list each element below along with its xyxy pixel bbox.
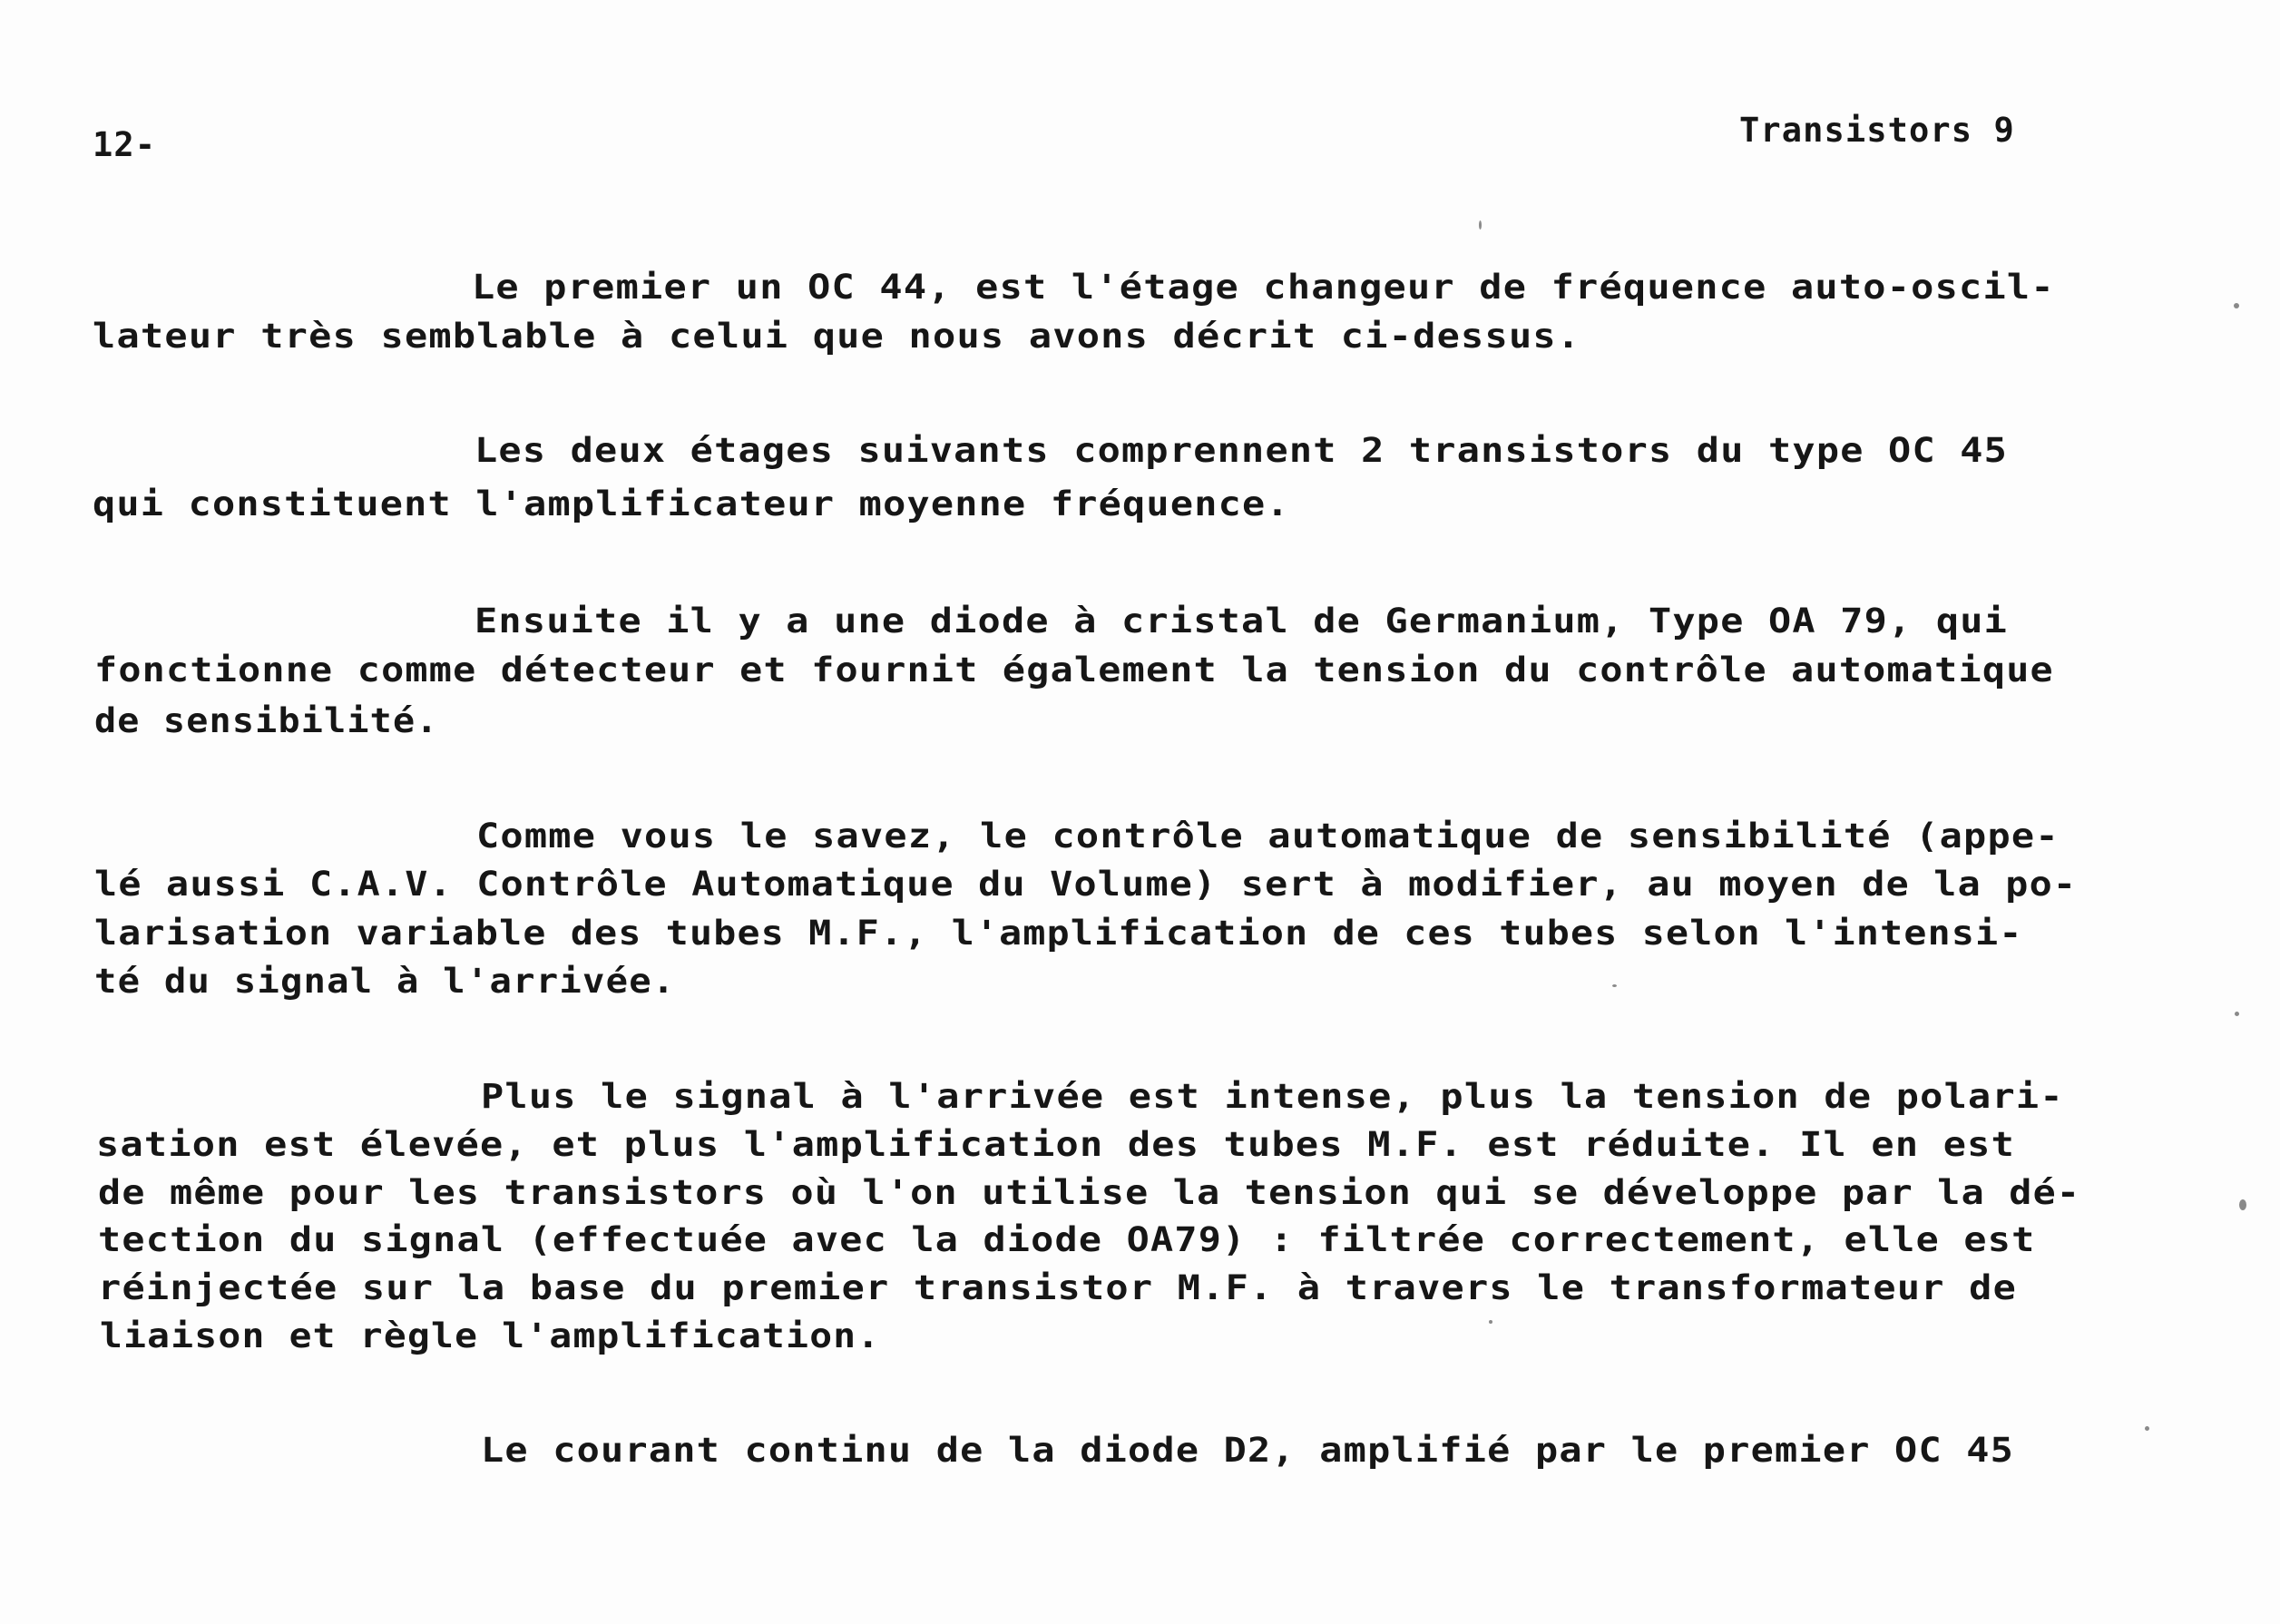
paragraph-4-line-1: Comme vous le savez, le contrôle automatique de sensibilité (appe- bbox=[476, 817, 2060, 856]
paragraph-4-line-4: té du signal à l'arrivée. bbox=[94, 962, 676, 1001]
speck bbox=[2235, 1012, 2239, 1016]
speck bbox=[1612, 984, 1617, 987]
paragraph-4-line-3: larisation variable des tubes M.F., l'amplification de ces tubes selon l'intensi- bbox=[94, 914, 2023, 953]
paragraph-1-line-2: lateur très semblable à celui que nous avons décrit ci-dessus. bbox=[93, 317, 1581, 356]
paragraph-4-line-2: lé aussi C.A.V. Contrôle Automatique du Volume) sert à modifier, au moyen de la po- bbox=[94, 865, 2078, 904]
paragraph-5-line-4: tection du signal (effectuée avec la diode OA79) : filtrée correctement, elle est bbox=[98, 1220, 2036, 1259]
running-header: Transistors 9 bbox=[1739, 111, 2015, 150]
paragraph-2-line-2: qui constituent l'amplificateur moyenne fréquence. bbox=[93, 484, 1290, 523]
paragraph-5-line-3: de même pour les transistors où l'on utilise la tension qui se développe par la dé- bbox=[98, 1173, 2081, 1212]
speck bbox=[2239, 1199, 2246, 1210]
paragraph-1-line-1: Le premier un OC 44, est l'étage changeur de fréquence auto-oscil- bbox=[472, 268, 2055, 307]
speck bbox=[2145, 1426, 2149, 1431]
paragraph-6-line-1: Le courant continu de la diode D2, amplifié par le premier OC 45 bbox=[481, 1431, 2015, 1470]
paragraph-3-line-1: Ensuite il y a une diode à cristal de Germanium, Type OA 79, qui bbox=[475, 602, 2009, 641]
speck bbox=[1489, 1320, 1492, 1324]
speck bbox=[1479, 220, 1482, 230]
paragraph-5-line-6: liaison et règle l'amplification. bbox=[100, 1316, 881, 1355]
paragraph-3-line-2: fonctionne comme détecteur et fournit également la tension du contrôle automatique bbox=[94, 651, 2054, 690]
page-number: 12- bbox=[93, 125, 157, 164]
paragraph-2-line-1: Les deux étages suivants comprennent 2 transistors du type OC 45 bbox=[475, 431, 2009, 470]
paragraph-5-line-2: sation est élevée, et plus l'amplification des tubes M.F. est réduite. Il en est bbox=[96, 1125, 2016, 1164]
speck bbox=[2234, 303, 2239, 308]
paragraph-5-line-5: réinjectée sur la base du premier transistor M.F. à travers le transformateur de bbox=[98, 1268, 2018, 1307]
paragraph-5-line-1: Plus le signal à l'arrivée est intense, plus la tension de polari- bbox=[481, 1077, 2064, 1116]
paragraph-3-line-3: de sensibilité. bbox=[94, 701, 439, 740]
